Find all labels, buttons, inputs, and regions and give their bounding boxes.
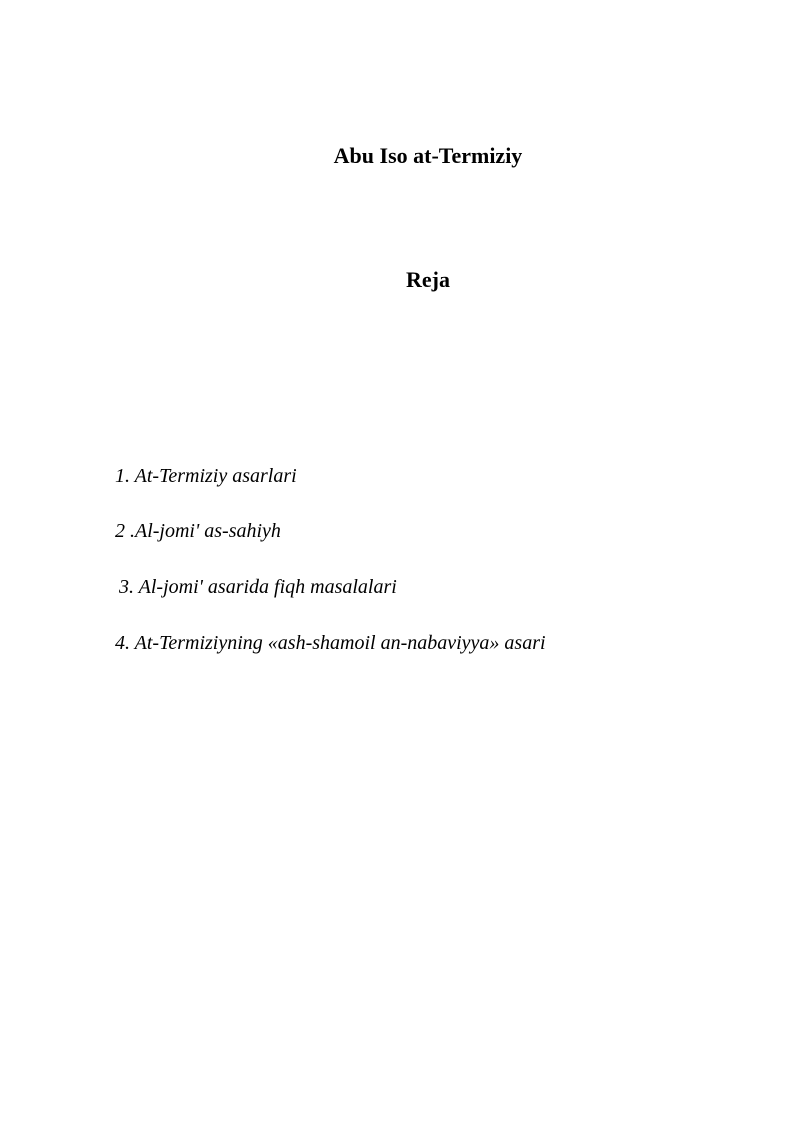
plan-item-1: 1. At-Termiziy asarlari: [115, 465, 297, 487]
document-title: Abu Iso at-Termiziy: [333, 143, 523, 168]
plan-item-4: 4. At-Termiziyning «ash-shamoil an-nabaviyya» asari: [115, 632, 546, 654]
plan-heading: Reja: [406, 267, 450, 292]
plan-item-2: 2 .Al-jomi' as-sahiyh: [115, 520, 281, 542]
plan-item-3: 3. Al-jomi' asarida fiqh masalalari: [119, 576, 397, 598]
